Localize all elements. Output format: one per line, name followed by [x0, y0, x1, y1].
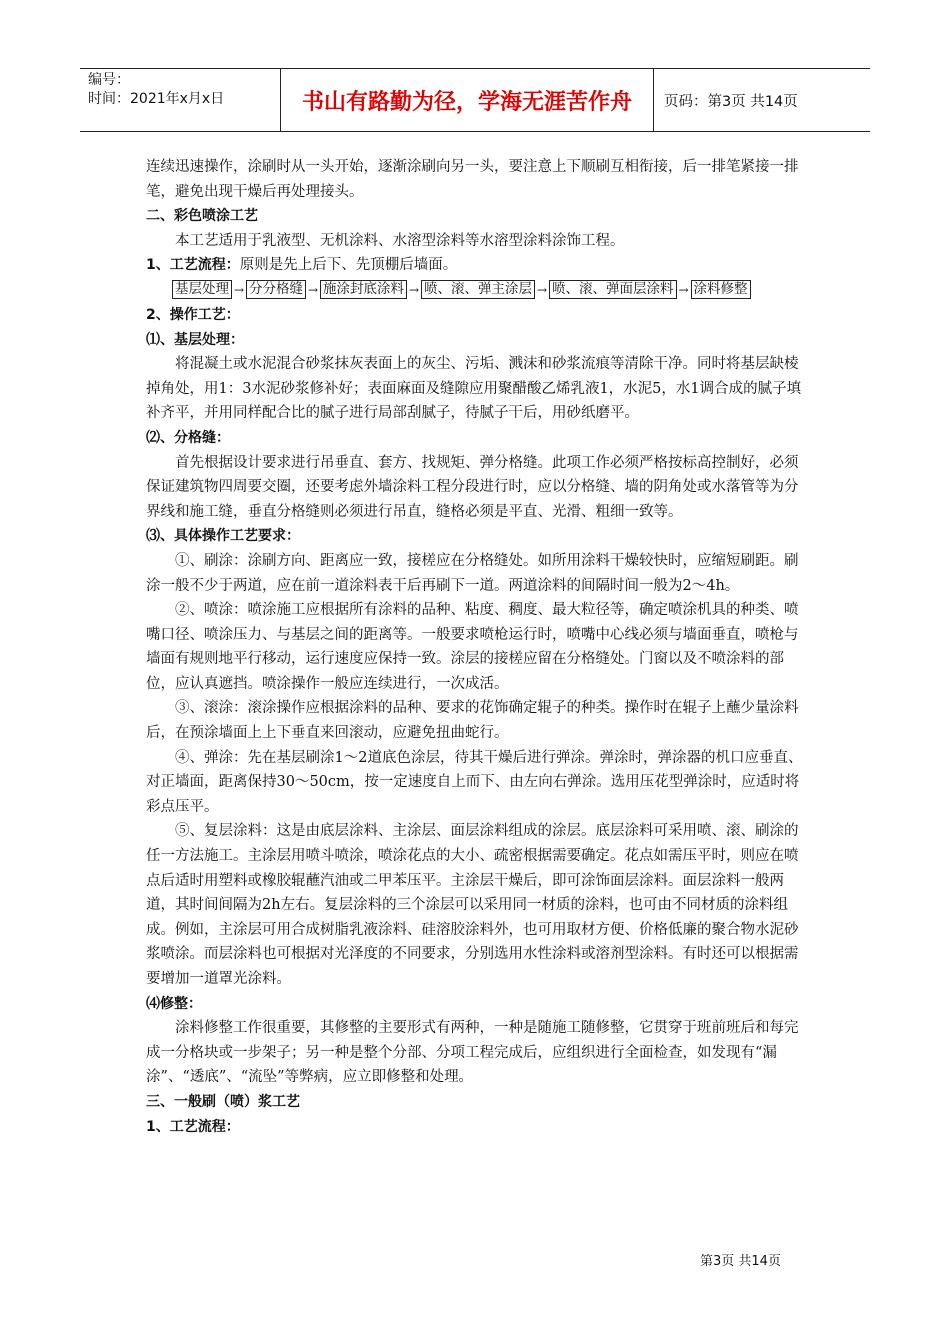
- paragraph: ②、喷涂：喷涂施工应根据所有涂料的品种、粘度、稠度、最大粒径等，确定喷涂机具的种类、喷嘴口径、喷涂压力、与基层之间的距离等。一般要求喷枪运行时，喷嘴中心线必须与墙面垂直，喷枪与墙面有规则地平行移动，运行速度应保持一致。涂层的接槎应留在分格缝处。门窗以及不喷涂料的部位，应认真遮挡。喷涂操作一般应连续进行，一次成活。: [146, 602, 799, 692]
- subsection-heading: ⑶、具体操作工艺要求：: [146, 528, 300, 545]
- process-flow-heading: 1、工艺流程：: [146, 257, 240, 274]
- paragraph: ④、弹涂：先在基层刷涂1～2道底色涂层，待其干燥后进行弹涂。弹涂时，弹涂器的机口应垂直、对正墙面，距离保持30～50cm，按一定速度自上而下、由左向右弹涂。选用压花型弹涂时，应适时将彩点压平。: [146, 749, 803, 815]
- operations-heading: 2、操作工艺：: [146, 306, 240, 323]
- flow-step-box: 基层处理: [172, 280, 232, 299]
- process-flow-principle: 原则是先上后下、先顶棚后墙面。: [239, 257, 458, 274]
- flow-step-box: 施涂封底涂料: [320, 280, 407, 299]
- subsection-heading: ⑴、基层处理：: [146, 331, 244, 348]
- flow-step-box: 涂料修整: [691, 280, 751, 299]
- paragraph: 首先根据设计要求进行吊垂直、套方、找规矩、弹分格缝。此项工作必须严格按标高控制好，必须保证建筑物四周要交圈，还要考虑外墙涂料工程分段进行时，应以分格缝、墙的阴角处或水落管等为分界线和施工缝，垂直分格缝则必须进行吊直，缝格必须是平直、光滑、粗细一致等。: [146, 454, 799, 520]
- paragraph: 涂料修整工作很重要，其修整的主要形式有两种，一种是随施工随修整，它贯穿于班前班后和每完成一分格块或一步架子；另一种是整个分部、分项工程完成后，应组织进行全面检查，如发现有“漏涂”、“透底”、“流坠”等弊病，应立即修整和处理。: [146, 1020, 799, 1086]
- section-title-colored-spray: 二、彩色喷涂工艺: [146, 208, 258, 225]
- paragraph: ①、刷涂：涂刷方向、距离应一致，接槎应在分格缝处。如所用涂料干燥较快时，应缩短刷距。刷涂一般不少于两道，应在前一道涂料表干后再刷下一道。两道涂料的间隔时间一般为2～4h。: [146, 552, 799, 594]
- header-page-label: 页码：第3页 共14页: [664, 93, 798, 110]
- process-flow-heading: 1、工艺流程：: [146, 1118, 240, 1135]
- section-title-general-brush: 三、一般刷（喷）浆工艺: [146, 1093, 300, 1110]
- process-flow-diagram: [172, 279, 811, 301]
- process-flow-line: [146, 253, 811, 278]
- header-meta: [80, 69, 280, 131]
- paragraph: ⑤、复层涂料：这是由底层涂料、主涂层、面层涂料组成的涂层。底层涂料可采用喷、滚、刷涂的任一方法施工。主涂层用喷斗喷涂，喷涂花点的大小、疏密根据需要确定。花点如需压平时，则应在喷点后适时用塑料或橡胶辊蘸汽油或二甲苯压平。主涂层干燥后，即可涂饰面层涂料。面层涂料一般两道，其时间间隔为2h左右。复层涂料的三个涂层可以采用同一材质的涂料，也可由不同材质的涂料组成。例如，主涂层可用合成树脂乳液涂料、硅溶胶涂料外，也可用取材方便、价格低廉的聚合物水泥砂浆喷涂。而层涂料也可根据对光泽度的不同要求，分别选用水性涂料或溶剂型涂料。有时还可以根据需要增加一道罩光涂料。: [146, 823, 799, 987]
- doc-date-label: 时间：2021年x月x日: [88, 91, 225, 107]
- paragraph: 将混凝土或水泥混合砂浆抹灰表面上的灰尘、污垢、溅沫和砂浆流痕等清除干净。同时将基层缺棱掉角处，用1：3水泥砂浆修补好；表面麻面及缝隙应用聚醋酸乙烯乳液1，水泥5，水1调合成的腻子填补齐平，并用同样配合比的腻子进行局部刮腻子，待腻子干后，用砂纸磨平。: [146, 356, 802, 422]
- doc-number-label: 编号：: [88, 72, 130, 88]
- arrow-right-icon: →: [536, 282, 548, 297]
- header-motto: 书山有路勤为径，学海无涯苦作舟: [280, 69, 654, 131]
- page-footer: 第3页 共14页: [700, 1254, 781, 1269]
- subsection-heading: ⑵、分格缝：: [146, 429, 230, 446]
- flow-step-box: 喷、滚、弹面层涂料: [549, 280, 677, 299]
- flow-step-box: 喷、滚、弹主涂层: [421, 280, 535, 299]
- section-intro: 本工艺适用于乳液型、无机涂料、水溶型涂料等水溶型涂料涂饰工程。: [175, 232, 625, 249]
- arrow-right-icon: →: [408, 282, 420, 297]
- subsection-heading: ⑷修整：: [146, 995, 202, 1012]
- document-body: [146, 155, 811, 1139]
- page-header: [80, 68, 870, 132]
- paragraph: ③、滚涂：滚涂操作应根据涂料的品种、要求的花饰确定辊子的种类。操作时在辊子上蘸少量涂料后，在预涂墙面上上下垂直来回滚动，应避免扭曲蛇行。: [146, 700, 799, 742]
- flow-step-box: 分分格缝: [246, 280, 306, 299]
- arrow-right-icon: →: [678, 282, 689, 297]
- arrow-right-icon: →: [233, 282, 245, 297]
- paragraph-continued: 连续迅速操作，涂刷时从一头开始，逐渐涂刷向另一头，要注意上下顺刷互相衔接，后一排笔紧接一排笔，避免出现干燥后再处理接头。: [146, 159, 799, 200]
- arrow-right-icon: →: [307, 282, 319, 297]
